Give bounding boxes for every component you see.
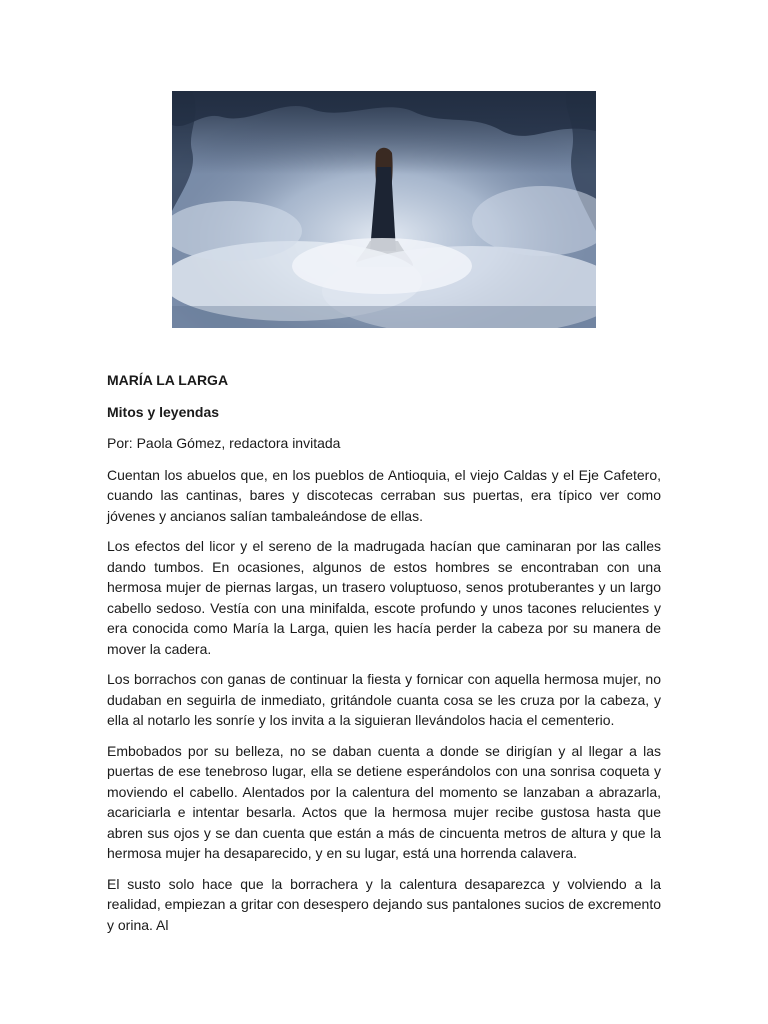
article-image [172,91,596,328]
paragraph: El susto solo hace que la borrachera y la calentura desaparezca y volviendo a la realidad, empiezan a gritar con desespero dejando sus pantalones sucios de excremento y orina. Al [107,875,661,933]
article-body [107,370,661,945]
woman-in-fog-forest-icon [172,91,596,328]
paragraph: Embobados por su belleza, no se daban cuenta a donde se dirigían y al llegar a las puertas de ese tenebroso lugar, ella se detiene esperándolos con una sonrisa coqueta y moviendo el cabello. Alentados por la calentura del momento se lanzaban a abrazarla, acariciarla e intentar besarla. Actos que la hermosa mujer recibe gustosa hasta que abren sus ojos y se dan cuenta que están a más de cincuenta metros de altura y que la hermosa mujer ha desaparecido, y en su lugar, está una horrenda calavera. [107,742,661,861]
paragraph: Cuentan los abuelos que, en los pueblos de Antioquia, el viejo Caldas y el Eje Cafetero, cuando las cantinas, bares y discotecas cerraban sus puertas, era típico ver como jóvenes y ancianos salían tambaleándose de ellas. [107,466,661,524]
paragraph: Los borrachos con ganas de continuar la fiesta y fornicar con aquella hermosa mujer, no dudaban en seguirla de inmediato, gritándole cuanta cosa se les cruza por la cabeza, y ella al notarlo les sonríe y los invita a la siguieran llevándolos hacia el cementerio. [107,671,661,728]
article-byline: Por: Paola Gómez, redactora invitada [107,435,341,451]
paragraph: Los efectos del licor y el sereno de la madrugada hacían que caminaran por las calles dando tumbos. En ocasiones, algunos de estos hombres se encontraban con una hermosa mujer de piernas largas, un trasero voluptuoso, senos protuberantes y un largo cabello sedoso. Vestía con una minifalda, escote profundo y unos tacones relucientes y era conocida como María la Larga, quien les hacía perder la cabeza por su manera de mover la cadera. [107,538,661,657]
article-title: MARÍA LA LARGA [107,372,229,388]
article-subtitle: Mitos y leyendas [107,403,220,420]
